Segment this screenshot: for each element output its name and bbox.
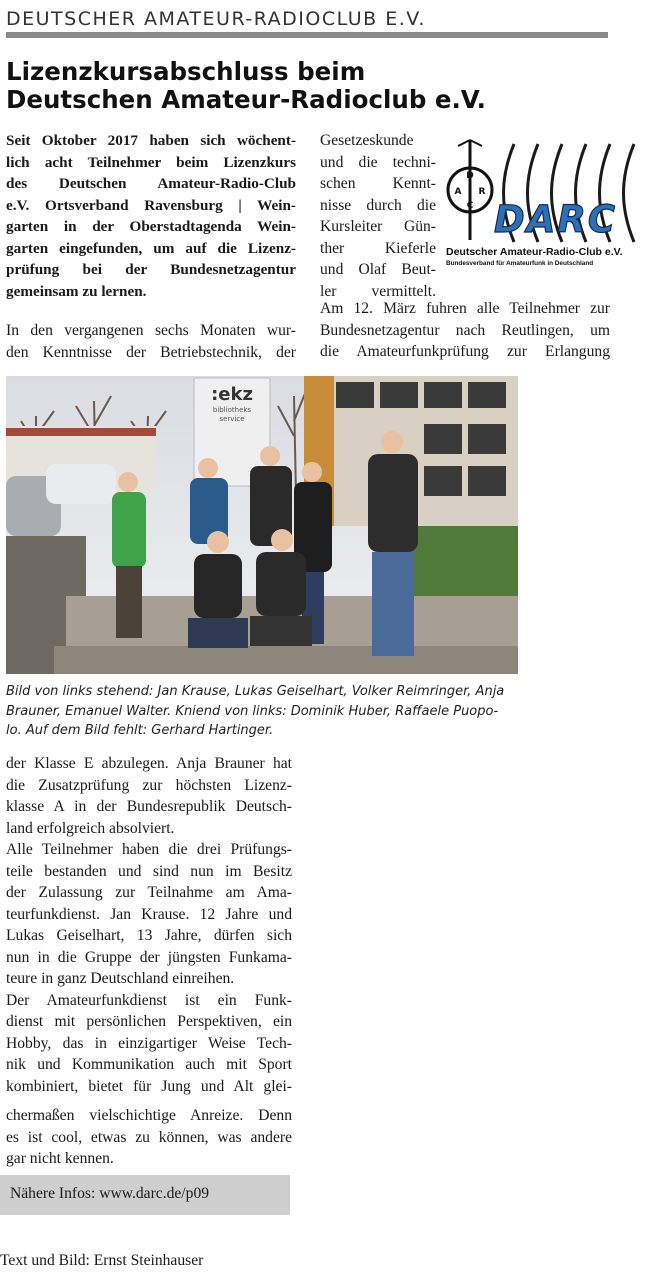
body-line: nisse durch die [320, 196, 436, 214]
body-column-3 [6, 753, 292, 1170]
body-column-2 [320, 130, 436, 302]
sign-subtext: service [219, 415, 245, 423]
body-line: ther Kieferle [320, 239, 436, 257]
body-line: land erfolgreich absolviert. [6, 819, 175, 837]
body-line: Lukas Geiselhart, 13 Jahre, dürfen sich [6, 927, 292, 944]
body-line: Gesetzeskunde [320, 132, 414, 149]
logo-wordmark: DARC [494, 198, 617, 241]
lead-line: prüfung bei der Bundesnetzagentur [6, 261, 296, 278]
photo-caption [6, 682, 520, 741]
body-line: und Olaf Beut- [320, 261, 436, 278]
body-line: gar nicht kennen. [6, 1150, 114, 1167]
article-credit: Text und Bild: Ernst Steinhauser [0, 1252, 204, 1269]
body-line: ler vermittelt. [320, 282, 436, 300]
emblem-letter: A [454, 187, 462, 197]
body-line: den Kenntnisse der Betriebstechnik, der [6, 343, 296, 361]
body-line: die Zusatzprüfung zur höchsten Lizenz- [6, 776, 292, 794]
body-line: teurfunkdienst. Jan Krause. 12 Jahre und [6, 905, 292, 923]
body-line: nik und Kommunikation auch mit Sport [6, 1056, 292, 1073]
section-header: DEUTSCHER AMATEUR-RADIOCLUB E.V. [6, 8, 426, 30]
body-line: In den vergangenen sechs Monaten wur- [6, 322, 296, 339]
body-line: Der Amateurfunkdienst ist ein Funk- [6, 991, 292, 1009]
info-link[interactable]: Nähere Infos: www.darc.de/p09 [10, 1185, 210, 1202]
header-divider [6, 32, 608, 38]
logo-line-2: Bundesverband für Amateurfunk in Deutschland [446, 260, 594, 267]
title-line: Deutschen Amateur-Radioclub e.V. [6, 85, 486, 114]
darc-logo-graphic [446, 138, 646, 268]
logo-line-1: Deutscher Amateur-Radio-Club e.V. [446, 246, 623, 258]
body-line: klasse A in der Bundesrepublik Deutsch- [6, 798, 292, 815]
body-line: kombiniert, bietet für Jung und Alt glei- [6, 1077, 292, 1095]
body-line: und die techni- [320, 153, 436, 171]
group-photo [6, 376, 518, 674]
caption-line: Brauner, Emanuel Walter. Kniend von links: Dominik Huber, Raffaele Puopo- [6, 703, 499, 719]
emblem-letter: R [478, 187, 486, 197]
body-line: teile bestanden und sind nun im Besitz [6, 862, 292, 880]
caption-line: Bild von links stehend: Jan Krause, Lukas Geiselhart, Volker Reimringer, Anja [6, 684, 505, 699]
body-column-1 [6, 320, 296, 363]
photo-illustration [6, 376, 518, 674]
body-line: der Klasse E abzulegen. Anja Brauner hat [6, 755, 292, 772]
body-line: chermaßen vielschichtige Anreize. Denn [6, 1107, 292, 1124]
body-line: schen Kennt- [320, 175, 436, 192]
logo-wave [624, 144, 635, 242]
body-line: es ist cool, etwas zu können, was andere [6, 1128, 292, 1146]
body-line: Am 12. März fuhren alle Teilnehmer zur [320, 300, 610, 317]
body-line: teure in ganz Deutschland einreihen. [6, 970, 235, 987]
sign-text: :ekz [211, 384, 253, 405]
body-line: der Zulassung zur Teilnahme am Ama- [6, 884, 292, 901]
body-line: Alle Teilnehmer haben die drei Prüfungs- [6, 841, 292, 858]
caption-line: lo. Auf dem Bild fehlt: Gerhard Hartinger. [6, 723, 274, 738]
body-column-2-continued [320, 298, 610, 363]
lead-line: garten eingefunden, um auf die Lizenz- [6, 239, 296, 257]
lead-line: garten in der Oberstadtagenda Wein- [6, 218, 296, 235]
article-title [6, 58, 626, 114]
body-line: die Amateurfunkprüfung zur Erlangung [320, 343, 610, 360]
title-line: Lizenzkursabschluss beim [6, 57, 366, 86]
body-line: dienst mit persönlichen Perspektiven, ein [6, 1013, 292, 1030]
emblem-letter: D [466, 171, 474, 181]
darc-logo [446, 138, 646, 268]
sign-subtext: bibliotheks [212, 406, 252, 414]
body-line: Bundesnetzagentur nach Reutlingen, um [320, 321, 610, 339]
emblem-letter: C [466, 201, 474, 211]
body-line: Hobby, das in einzigartiger Weise Tech- [6, 1034, 292, 1052]
lead-line: e.V. Ortsverband Ravensburg | Wein- [6, 196, 296, 214]
lead-line: lich acht Teilnehmer beim Lizenzkurs [6, 153, 296, 171]
lead-line: Seit Oktober 2017 haben sich wöchent- [6, 132, 296, 149]
lead-line: gemeinsam zu lernen. [6, 282, 147, 300]
body-line: Kursleiter Gün- [320, 218, 436, 235]
logo-emblem [448, 140, 492, 240]
lead-line: des Deutschen Amateur-Radio-Club [6, 175, 296, 192]
lead-paragraph [6, 130, 296, 302]
body-line: nun in die Gruppe der jüngsten Funkama- [6, 948, 292, 966]
info-box [0, 1175, 290, 1215]
